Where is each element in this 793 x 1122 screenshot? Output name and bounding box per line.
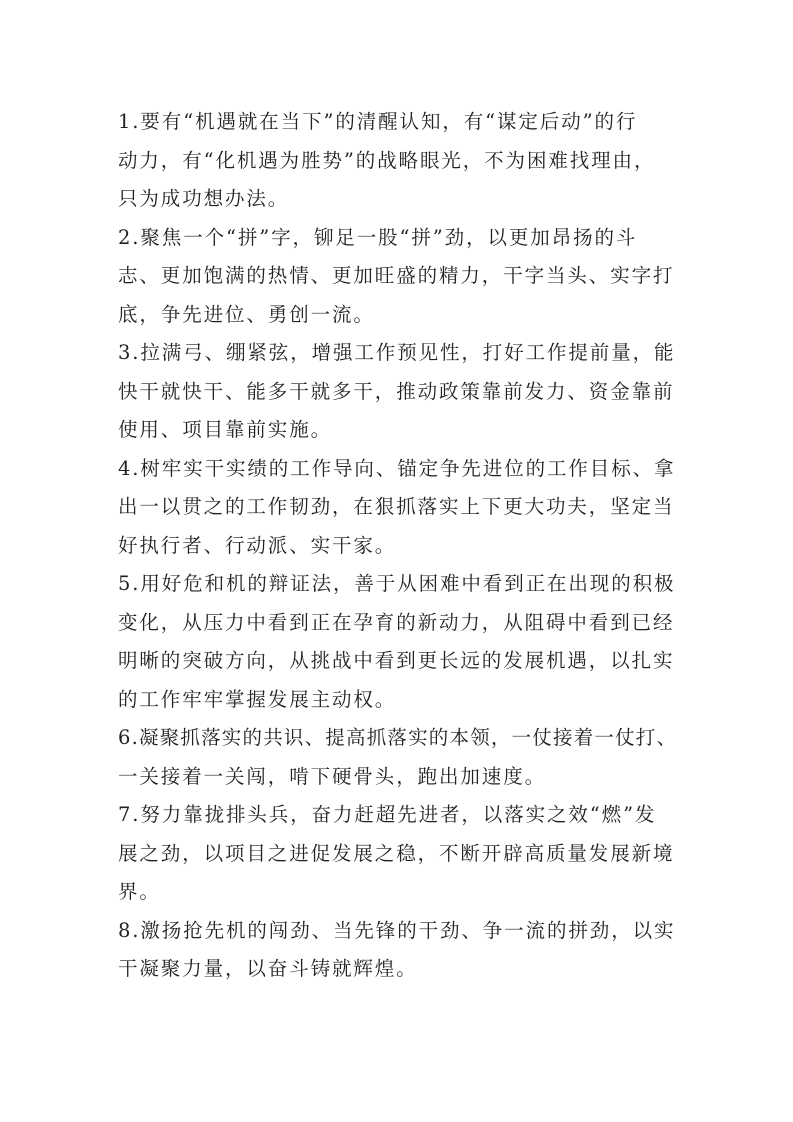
paragraph-line: 志、更加饱满的热情、更加旺盛的精力，干字当头、实字打 bbox=[118, 264, 675, 287]
paragraph-line: 2.聚焦一个“拼”字，铆足一股“拼”劲，以更加昂扬的斗 bbox=[118, 225, 638, 249]
paragraph-line: 动力，有“化机遇为胜势”的战略眼光，不为困难找理由， bbox=[118, 148, 656, 172]
paragraph-line: 7.努力靠拢排头兵，奋力赶超先进者，以落实之效“燃”发 bbox=[118, 803, 657, 826]
paragraph-line: 8.激扬抢先机的闯劲、当先锋的干劲、争一流的拼劲，以实 bbox=[118, 918, 676, 942]
paragraph-5 bbox=[118, 565, 678, 719]
paragraph-3 bbox=[118, 334, 678, 450]
paragraph-1 bbox=[118, 103, 678, 219]
paragraph-line: 底，争先进位、勇创一流。 bbox=[118, 302, 375, 326]
paragraph-7 bbox=[118, 796, 678, 912]
document-body bbox=[118, 103, 678, 989]
paragraph-8 bbox=[118, 912, 678, 989]
paragraph-6 bbox=[118, 719, 678, 796]
paragraph-line: 干凝聚力量，以奋斗铸就辉煌。 bbox=[118, 957, 418, 980]
paragraph-line: 明晰的突破方向，从挑战中看到更长远的发展机遇，以扎实 bbox=[118, 649, 675, 672]
paragraph-line: 的工作牢牢掌握发展主动权。 bbox=[118, 687, 397, 711]
paragraph-line: 3.拉满弓、绷紧弦，增强工作预见性，打好工作提前量，能 bbox=[118, 341, 676, 364]
paragraph-line: 4.树牢实干实绩的工作导向、锚定争先进位的工作目标、拿 bbox=[118, 456, 676, 480]
paragraph-line: 快干就快干、能多干就多干，推动政策靠前发力、资金靠前 bbox=[118, 379, 675, 403]
paragraph-line: 出一以贯之的工作韧劲，在狠抓落实上下更大功夫，坚定当 bbox=[118, 495, 675, 518]
paragraph-line: 6.凝聚抓落实的共识、提高抓落实的本领，一仗接着一仗打、 bbox=[118, 726, 678, 749]
paragraph-line: 一关接着一关闯，啃下硬骨头，跑出加速度。 bbox=[118, 764, 547, 788]
paragraph-line: 变化，从压力中看到正在孕育的新动力，从阻碍中看到已经 bbox=[118, 610, 675, 634]
paragraph-line: 5.用好危和机的辩证法，善于从困难中看到正在出现的积极 bbox=[118, 572, 676, 595]
paragraph-line: 只为成功想办法。 bbox=[118, 187, 290, 210]
paragraph-line: 好执行者、行动派、实干家。 bbox=[118, 533, 397, 557]
paragraph-line: 1.要有“机遇就在当下”的清醒认知，有“谋定后动”的行 bbox=[118, 110, 638, 133]
paragraph-line: 使用、项目靠前实施。 bbox=[118, 418, 333, 441]
paragraph-4 bbox=[118, 450, 678, 566]
paragraph-line: 界。 bbox=[118, 880, 161, 903]
paragraph-2 bbox=[118, 219, 678, 335]
paragraph-line: 展之劲，以项目之进促发展之稳，不断开辟高质量发展新境 bbox=[118, 841, 675, 865]
